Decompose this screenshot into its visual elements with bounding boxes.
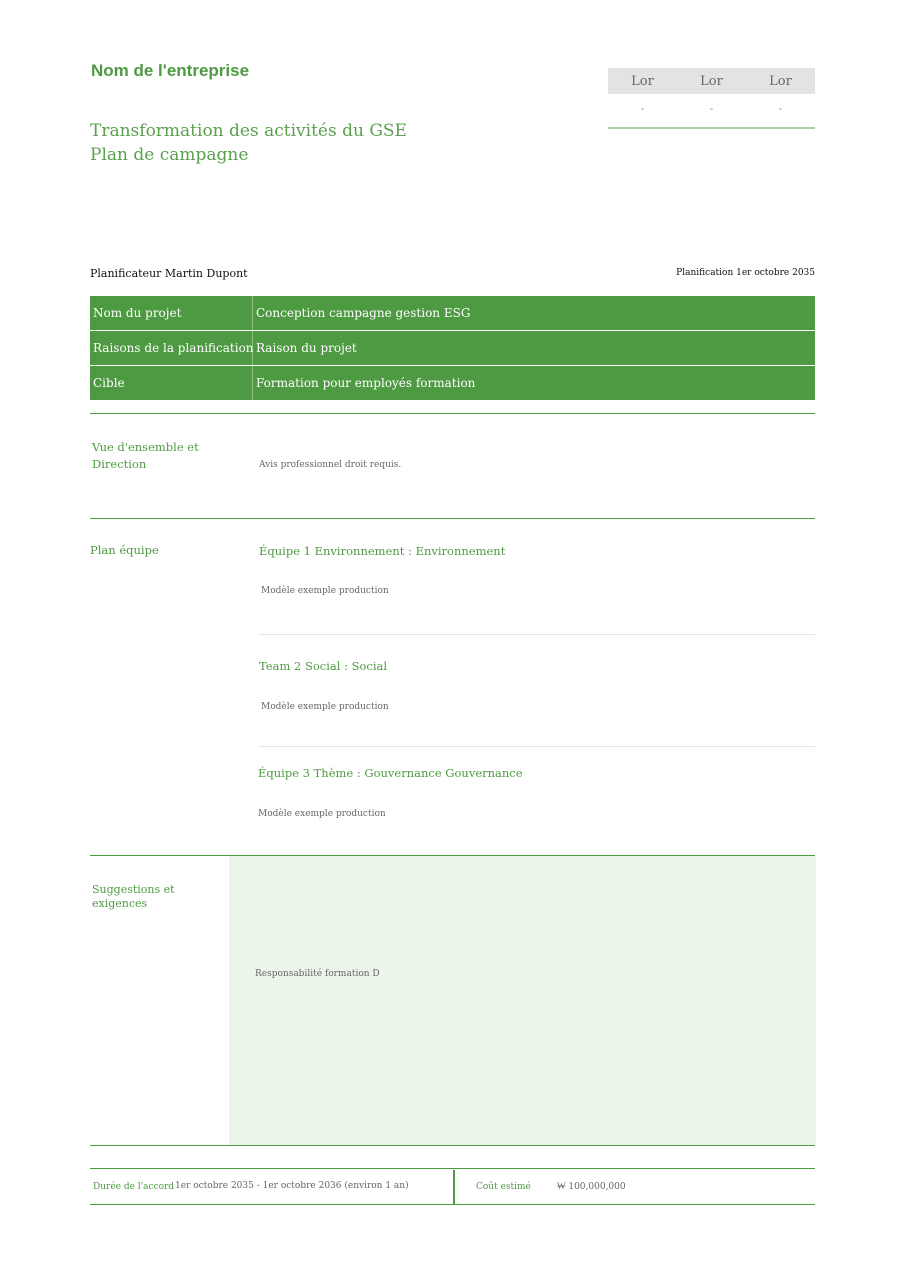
team-3-title: Équipe 3 Thème : Gouvernance Gouvernance: [258, 766, 523, 780]
title-line-2: Plan de campagne: [90, 145, 249, 165]
overview-label: [92, 439, 199, 473]
overview-label-line-1: Vue d'ensemble et: [92, 440, 199, 454]
team-3-text[interactable]: Modèle exemple production: [258, 809, 386, 819]
approval-value-1: -: [640, 104, 645, 115]
approval-value-row: [608, 104, 815, 115]
planner-name: Planificateur Martin Dupont: [90, 267, 248, 280]
duration-value[interactable]: 1er octobre 2035 - 1er octobre 2036 (environ 1 an): [175, 1181, 409, 1191]
info-value[interactable]: Formation pour employés formation: [256, 376, 476, 390]
overview-text[interactable]: Avis professionnel droit requis.: [259, 460, 402, 470]
planning-date: Planification 1er octobre 2035: [676, 268, 815, 278]
suggestions-label: [92, 883, 175, 911]
approval-header-1: Lor: [631, 74, 654, 89]
info-value[interactable]: Raison du projet: [256, 341, 357, 355]
info-row: [90, 366, 815, 401]
info-row: [90, 331, 815, 366]
suggestions-box[interactable]: [229, 856, 816, 1145]
document-title: [90, 119, 407, 167]
company-name: Nom de l'entreprise: [91, 61, 250, 80]
team-plan-label: Plan équipe: [90, 543, 159, 557]
cost-label: Coût estimé: [476, 1182, 531, 1192]
overview-label-line-2: Direction: [92, 457, 147, 471]
suggestions-label-line-2: exigences: [92, 897, 148, 910]
section-divider: [90, 518, 815, 519]
approval-value-3: -: [778, 104, 783, 115]
approval-header-3: Lor: [769, 74, 792, 89]
footer-bottom-line: [90, 1204, 815, 1205]
footer-column-divider: [453, 1170, 455, 1204]
footer-top-line: [90, 1168, 815, 1169]
team-2-title: Team 2 Social : Social: [259, 659, 388, 673]
duration-label: Durée de l'accord: [93, 1182, 175, 1192]
info-label: Cible: [90, 366, 253, 400]
team-2-text[interactable]: Modèle exemple production: [261, 702, 389, 712]
info-label: Nom du projet: [90, 296, 253, 330]
approval-header-2: Lor: [700, 74, 723, 89]
approval-header-row: [608, 68, 815, 94]
info-row: [90, 296, 815, 331]
team-1-text[interactable]: Modèle exemple production: [261, 586, 389, 596]
approval-value-2: -: [709, 104, 714, 115]
suggestions-label-line-1: Suggestions et: [92, 883, 175, 896]
suggestions-text[interactable]: Responsabilité formation D: [255, 969, 380, 979]
section-divider: [90, 413, 815, 414]
approval-underline: [608, 127, 815, 129]
cost-value[interactable]: ₩ 100,000,000: [557, 1182, 626, 1192]
team-1-title: Équipe 1 Environnement : Environnement: [259, 544, 506, 558]
team-divider: [259, 634, 815, 635]
approval-table: [608, 68, 815, 130]
project-info-table: [90, 296, 815, 401]
title-line-1: Transformation des activités du GSE: [90, 121, 407, 141]
info-label: Raisons de la planification: [90, 331, 253, 365]
team-divider: [259, 746, 815, 747]
section-divider: [90, 1145, 815, 1146]
info-value[interactable]: Conception campagne gestion ESG: [256, 306, 471, 320]
